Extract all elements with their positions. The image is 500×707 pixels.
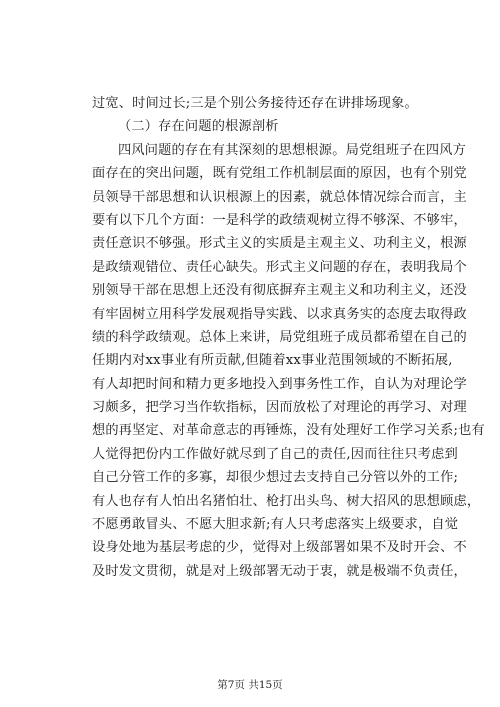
text-line: 设身处地为基层考虑的少，觉得对上级部署如果不及时开会、不 xyxy=(92,540,467,556)
text-line: 绩的科学政绩观。总体上来讲，局党组班子成员都希望在自己的 xyxy=(92,329,467,345)
text-line: 有牢固树立用科学发展观指导实践、以求真务实的态度去取得政 xyxy=(92,306,467,322)
text-line: 面存在的突出问题，既有党组工作机制层面的原因，也有个别党 xyxy=(92,166,467,182)
text-line: 有人却把时间和精力更多地投入到事务性工作，自认为对理论学 xyxy=(92,376,467,392)
text-line: 不愿勇敢冒头、不愿大胆求新;有人只考虑落实上级要求，自觉 xyxy=(92,517,459,533)
text-line: 过宽、时间过长;三是个别公务接待还存在讲排场现象。 xyxy=(92,96,418,111)
page-footer: 第7页 共15页 xyxy=(217,679,283,691)
text-line: 责任意识不够强。形式主义的实质是主观主义、功利主义，根源 xyxy=(92,236,467,252)
text-line: 任期内对xx事业有所贡献,但随着xx事业范围领域的不断拓展, xyxy=(92,353,453,369)
text-line: 是政绩观错位、责任心缺失。形式主义问题的存在，表明我局个 xyxy=(92,259,467,275)
body-text xyxy=(92,92,485,583)
text-line: 习颇多，把学习当作软指标，因而放松了对理论的再学习、对理 xyxy=(92,400,467,416)
text-line: 及时发文贯彻，就是对上级部署无动于衷，就是极端不负责任， xyxy=(92,563,467,579)
text-line: 人觉得把份内工作做好就尽到了自己的责任,因而往往只考虑到 xyxy=(92,446,458,462)
text-line: 要有以下几个方面：一是科学的政绩观树立得不够深、不够牢， xyxy=(92,212,467,228)
text-line: 别领导干部在思想上还没有彻底摒弃主观主义和功利主义，还没 xyxy=(92,283,467,299)
text-line: 想的再坚定、对革命意志的再锤炼，没有处理好工作学习关系;也有 xyxy=(92,423,485,439)
text-line: 员领导干部思想和认识根源上的因素，就总体情况综合而言，主 xyxy=(92,189,467,205)
text-line: 自己分管工作的多寡，却很少想过去支持自己分管以外的工作; xyxy=(92,470,459,486)
section-heading: （二）存在问题的根源剖析 xyxy=(118,119,279,135)
text-line: 四风问题的存在有其深刻的思想根源。局党组班子在四风方 xyxy=(118,142,467,158)
text-line: 有人也存有人怕出名猪怕壮、枪打出头鸟、树大招风的思想顾虑， xyxy=(92,493,481,509)
